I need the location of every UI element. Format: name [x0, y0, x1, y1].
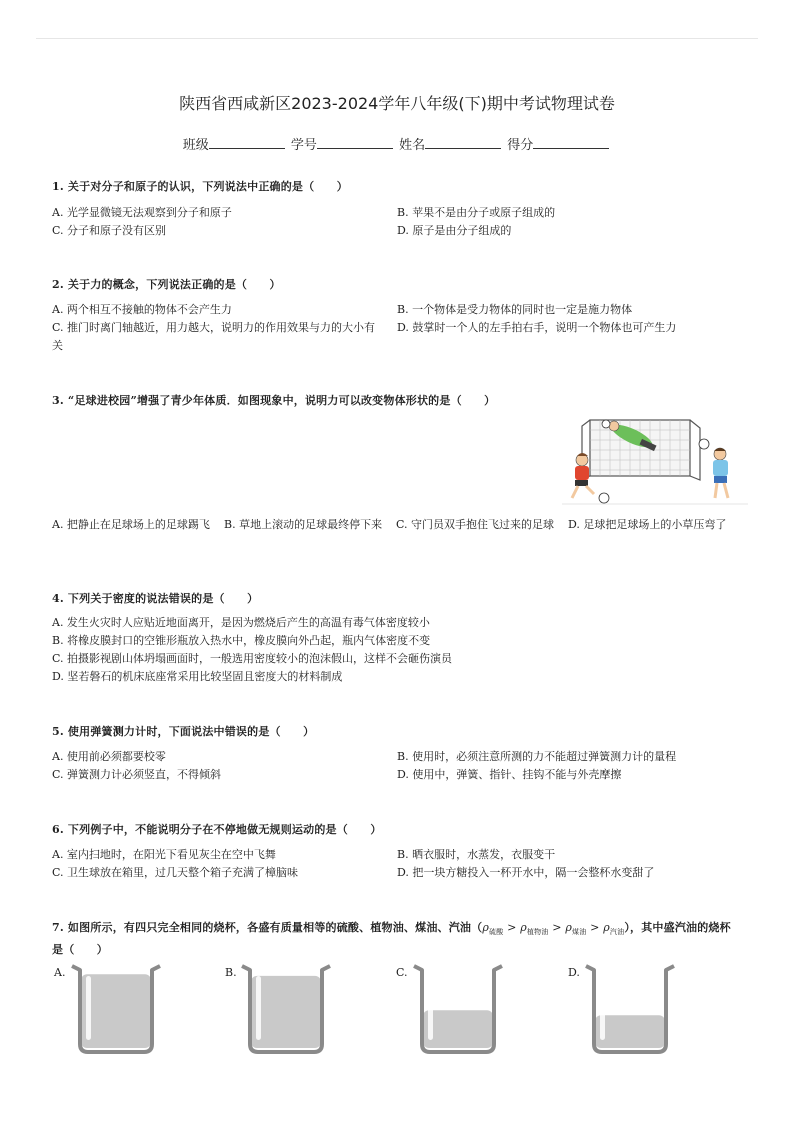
question-1	[52, 178, 742, 237]
field-id-blank[interactable]	[317, 136, 393, 149]
glass-highlight	[256, 976, 261, 1040]
soccer-illustration	[562, 414, 748, 506]
question-number: 7.	[52, 921, 64, 934]
option-a[interactable]: A. 光学显微镜无法观察到分子和原子	[52, 206, 232, 219]
question-text: 下列关于密度的说法错误的是（ ）	[67, 592, 259, 605]
sub-gasoline: 汽油	[609, 928, 625, 937]
option-a[interactable]: A. 使用前必须都要校零	[52, 750, 166, 763]
page-title: 陕西省西咸新区2023-2024学年八年级(下)期中考试物理试卷	[179, 94, 615, 113]
question-text: “足球进校园”增强了青少年体质．如图现象中，说明力可以改变物体形状的是（ ）	[67, 394, 496, 407]
option-a[interactable]: A. 两个相互不接触的物体不会产生力	[52, 303, 232, 316]
sub-vegetable-oil: 植物油	[526, 928, 549, 937]
question-text: 关于对分子和原子的认识，下列说法中正确的是（ ）	[67, 180, 348, 193]
field-name-blank[interactable]	[425, 136, 501, 149]
gt-symbol: >	[507, 921, 517, 934]
top-rule	[36, 38, 758, 39]
question-3	[52, 392, 742, 531]
question-stem	[52, 276, 742, 294]
option-a[interactable]: A. 把静止在足球场上的足球踢飞	[52, 518, 210, 531]
option-c[interactable]: C. 弹簧测力计必须竖直，不得倾斜	[52, 768, 222, 781]
question-text: 关于力的概念，下列说法正确的是（ ）	[67, 278, 281, 291]
question-number: 2.	[52, 278, 64, 291]
option-d[interactable]: D. 足球把足球场上的小草压弯了	[568, 518, 727, 531]
beaker-b-label[interactable]: B.	[225, 966, 237, 979]
option-c[interactable]: C. 推门时离门轴越近，用力越大，说明力的作用效果与力的大小有关	[52, 321, 376, 352]
question-number: 6.	[52, 823, 64, 836]
question-5	[52, 723, 742, 781]
gt-symbol: >	[590, 921, 600, 934]
option-b[interactable]: B. 一个物体是受力物体的同时也一定是施力物体	[397, 303, 633, 316]
option-b[interactable]: B. 苹果不是由分子或原子组成的	[397, 206, 556, 219]
beaker-b[interactable]	[240, 960, 332, 1056]
question-text: 使用弹簧测力计时，下面说法中错误的是（ ）	[67, 725, 315, 738]
option-c[interactable]: C. 守门员双手抱住飞过来的足球	[396, 518, 555, 531]
question-2	[52, 276, 742, 352]
field-class-label: 班级	[182, 138, 209, 153]
sub-sulfuric-acid: 硫酸	[489, 928, 504, 937]
beaker-a-label[interactable]: A.	[54, 966, 66, 979]
density-inequality	[482, 921, 625, 937]
beaker-d-label[interactable]: D.	[568, 966, 580, 979]
question-stem	[52, 919, 742, 959]
question-stem	[52, 821, 742, 839]
field-class-blank[interactable]	[209, 136, 285, 149]
option-a[interactable]: A. 室内扫地时，在阳光下看见灰尘在空中飞舞	[52, 848, 276, 861]
question-number: 5.	[52, 725, 64, 738]
field-score-label: 得分	[507, 138, 534, 153]
option-d[interactable]: D. 鼓掌时一个人的左手拍右手，说明一个物体也可产生力	[397, 321, 677, 334]
rho-symbol: ρ	[603, 921, 610, 934]
rho-symbol: ρ	[482, 921, 489, 934]
option-d[interactable]: D. 原子是由分子组成的	[397, 224, 512, 237]
question-text: 下列例子中，不能说明分子在不停地做无规则运动的是（ ）	[67, 823, 382, 836]
beaker-c[interactable]	[412, 960, 504, 1056]
question-text-suffix: ），其中盛汽油的烧杯是（ ）	[52, 921, 731, 957]
option-b[interactable]: B. 草地上滚动的足球最终停下来	[224, 518, 383, 531]
question-stem	[52, 590, 742, 608]
question-4	[52, 590, 742, 683]
question-number: 1.	[52, 180, 64, 193]
field-id-label: 学号	[290, 138, 317, 153]
liquid-fill	[595, 1015, 665, 1048]
question-text-prefix: 如图所示，有四只完全相同的烧杯，各盛有质量相等的硫酸、植物油、煤油、汽油（	[67, 921, 483, 934]
liquid-fill	[423, 1010, 493, 1048]
gt-symbol: >	[552, 921, 562, 934]
option-b[interactable]: B. 晒衣服时，水蒸发，衣服变干	[397, 848, 556, 861]
question-number: 3.	[52, 394, 64, 407]
rho-symbol: ρ	[520, 921, 527, 934]
sub-kerosene: 煤油	[572, 928, 587, 937]
option-d[interactable]: D. 坚若磐石的机床底座常采用比较坚固且密度大的材料制成	[52, 670, 343, 683]
header-player-figure	[699, 439, 728, 498]
option-d[interactable]: D. 把一块方糖投入一杯开水中，隔一会整杯水变甜了	[397, 866, 655, 879]
liquid-fill	[81, 974, 151, 1048]
beaker-c-label[interactable]: C.	[396, 966, 408, 979]
glass-highlight	[428, 976, 433, 1040]
option-c[interactable]: C. 分子和原子没有区别	[52, 224, 167, 237]
liquid-fill	[251, 976, 321, 1048]
glass-highlight	[600, 976, 605, 1040]
question-7	[52, 919, 742, 959]
question-number: 4.	[52, 592, 64, 605]
question-stem	[52, 392, 742, 410]
option-b[interactable]: B. 使用时，必须注意所测的力不能超过弹簧测力计的量程	[397, 750, 677, 763]
beaker-d[interactable]	[584, 960, 676, 1056]
question-stem	[52, 178, 742, 196]
field-name-label: 姓名	[399, 138, 426, 153]
question-6	[52, 821, 742, 879]
beaker-a[interactable]	[70, 960, 162, 1056]
question-stem	[52, 723, 742, 741]
glass-highlight	[86, 976, 91, 1040]
field-score-blank[interactable]	[533, 136, 609, 149]
option-b[interactable]: B. 将橡皮膜封口的空锥形瓶放入热水中，橡皮膜向外凸起，瓶内气体密度不变	[52, 634, 431, 647]
option-d[interactable]: D. 使用中，弹簧、指针、挂钩不能与外壳摩擦	[397, 768, 622, 781]
option-c[interactable]: C. 拍摄影视剧山体坍塌画面时，一般选用密度较小的泡沫假山，这样不会砸伤演员	[52, 652, 453, 665]
rho-symbol: ρ	[565, 921, 573, 934]
option-a[interactable]: A. 发生火灾时人应贴近地面离开，是因为燃烧后产生的高温有毒气体密度较小	[52, 616, 430, 629]
option-c[interactable]: C. 卫生球放在箱里，过几天整个箱子充满了樟脑味	[52, 866, 299, 879]
student-info-row	[0, 134, 794, 153]
